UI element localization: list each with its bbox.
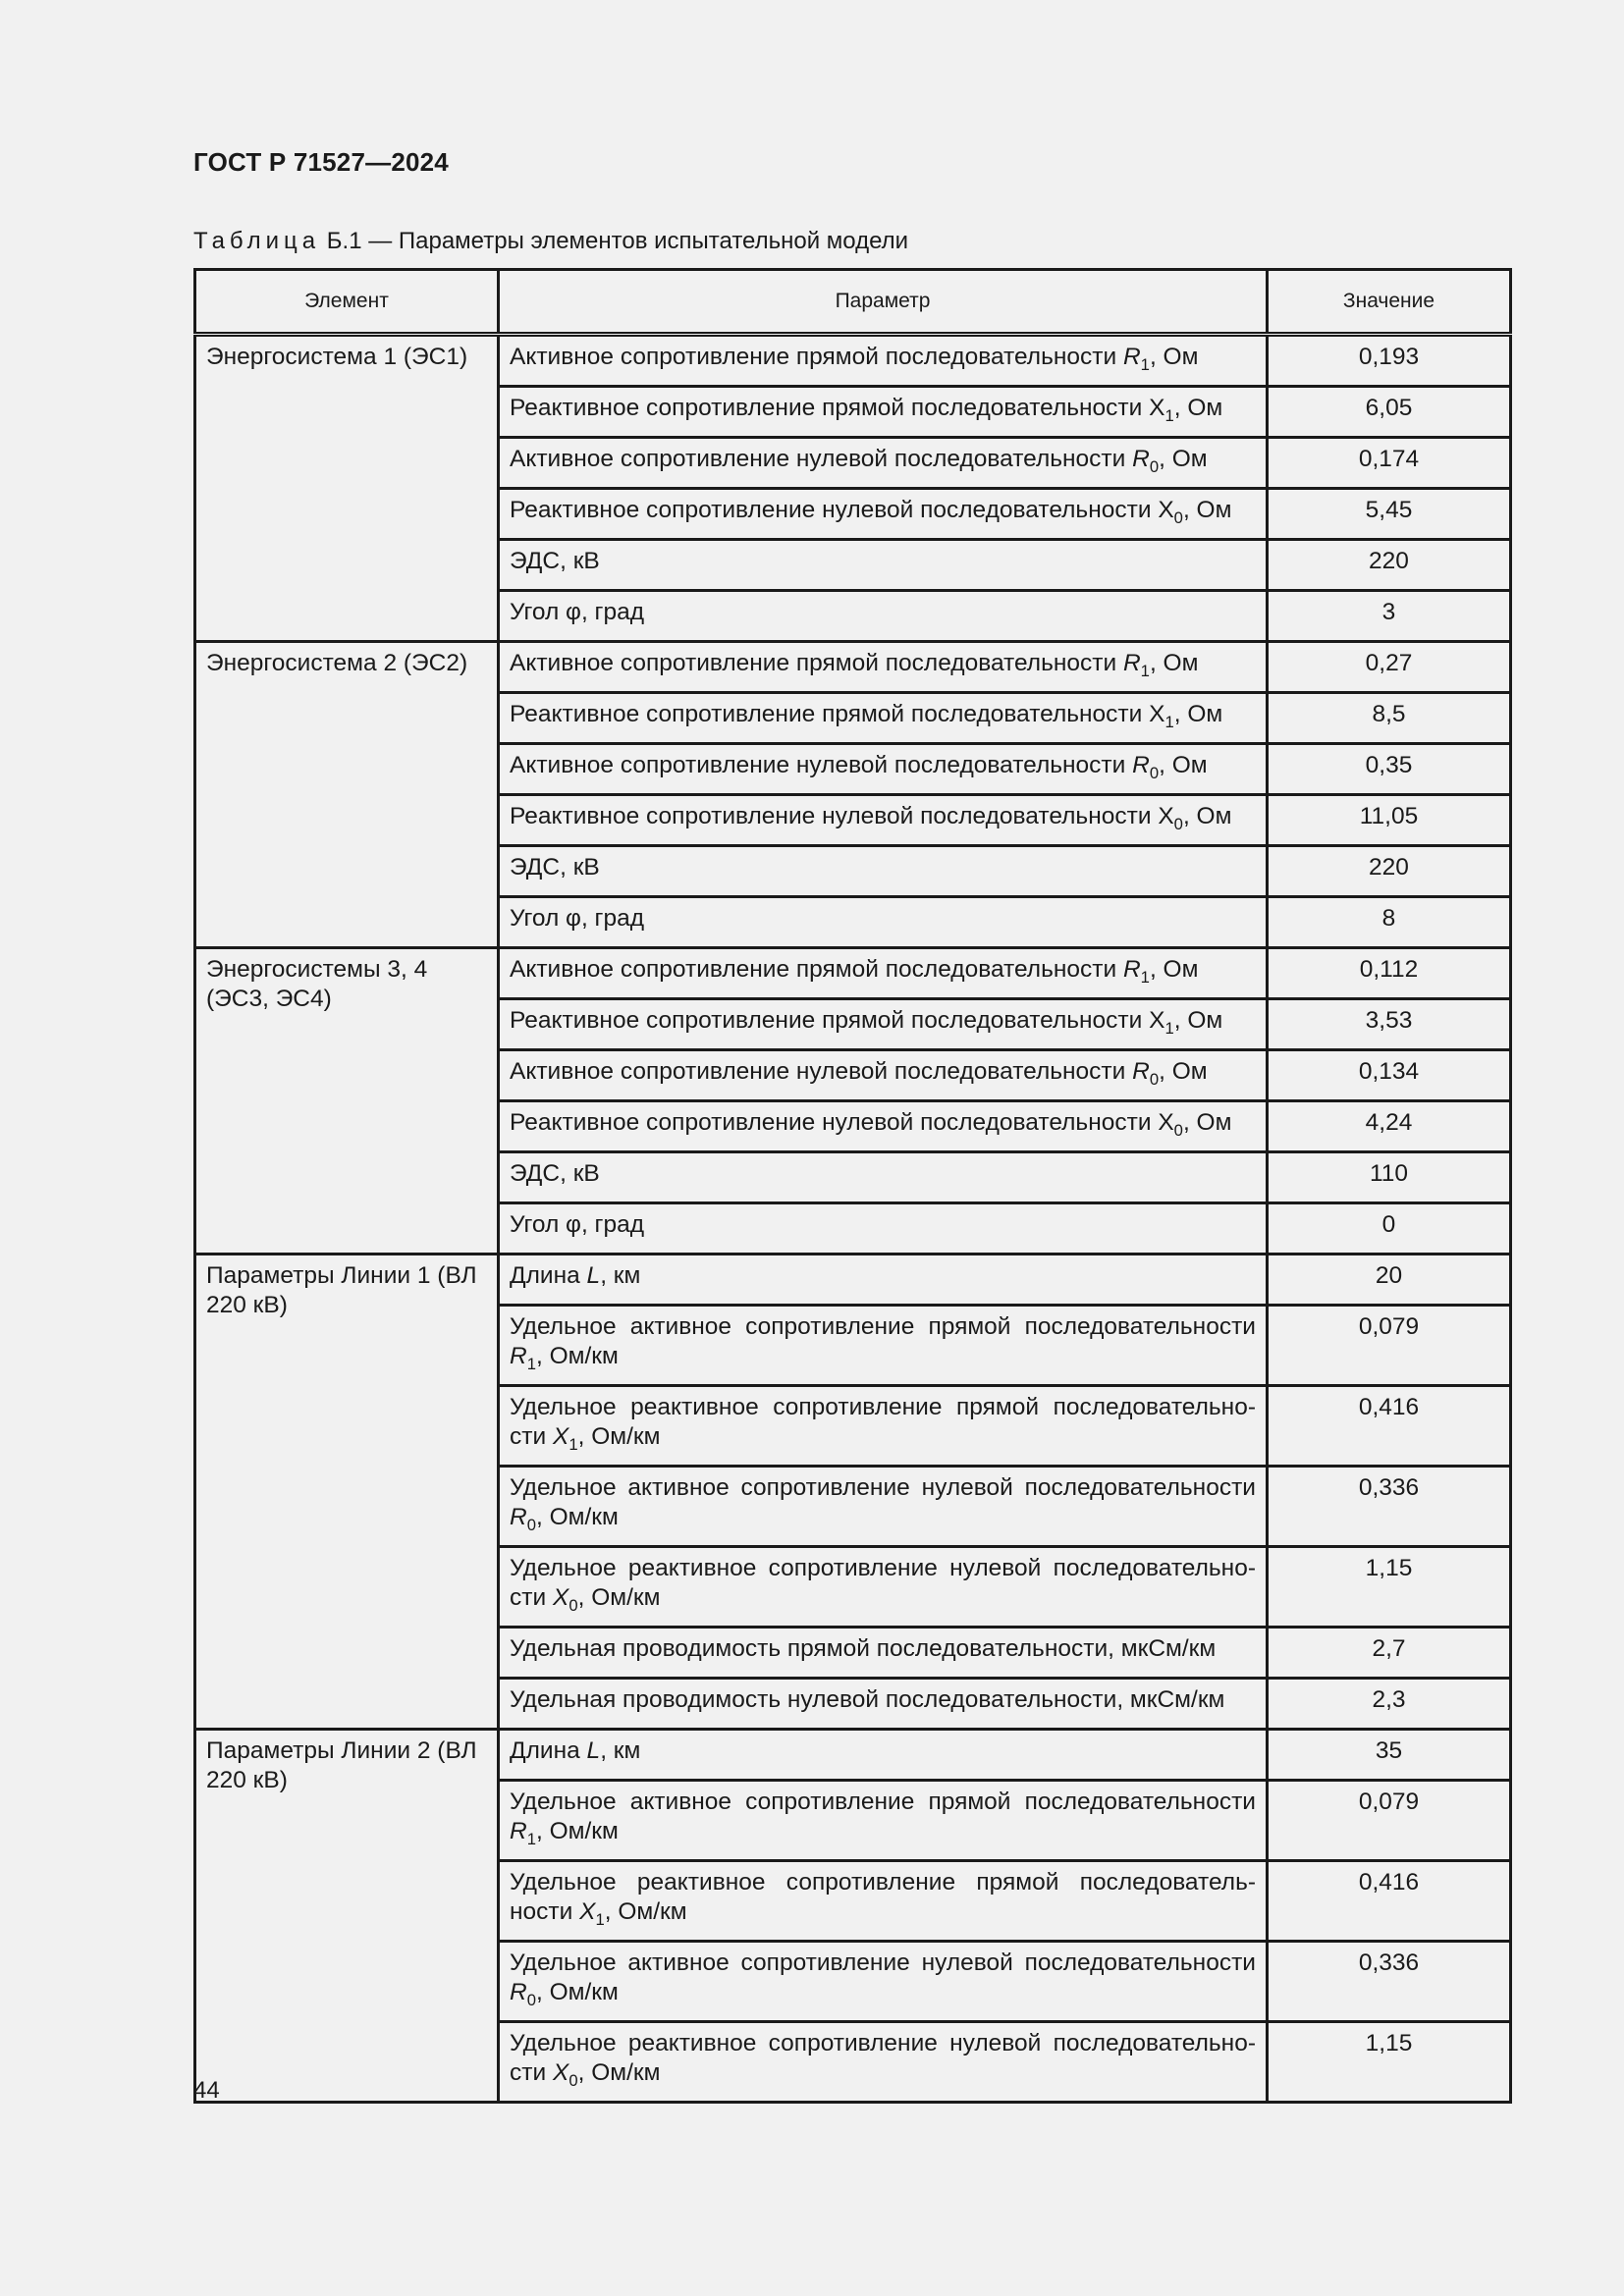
element-cell: Параметры Линии 2 (ВЛ 220 кВ) (195, 1730, 499, 2103)
table-body (195, 335, 1511, 2103)
parameter-cell: Удельное активное сопротивление нулевой последовательности $R_0$, Ом/км (499, 1467, 1268, 1547)
parameter-cell: Удельная проводимость прямой последовательности, мкСм/км (499, 1628, 1268, 1679)
value-cell: 1,15 (1268, 1547, 1511, 1628)
value-cell: 0,416 (1268, 1386, 1511, 1467)
parameter-cell: Активное сопротивление нулевой последовательности $R_0$, Ом (499, 744, 1268, 795)
value-cell: 110 (1268, 1152, 1511, 1203)
parameter-cell: Реактивное сопротивление нулевой последовательности $X_0$, Ом (499, 1101, 1268, 1152)
value-cell: 20 (1268, 1255, 1511, 1306)
parameter-cell: Удельное активное сопротивление прямой последовательности $R_1$, Ом/км (499, 1781, 1268, 1861)
element-cell: Энергосистема 2 (ЭС2) (195, 642, 499, 948)
table-caption-title: Б.1 — Параметры элементов испытательной модели (320, 228, 909, 254)
parameter-cell: Угол φ, град (499, 1203, 1268, 1255)
document-code: ГОСТ Р 71527—2024 (193, 147, 449, 177)
parameter-cell: Активное сопротивление прямой последовательности $R_1$, Ом (499, 335, 1268, 387)
table-row (195, 335, 1511, 387)
value-cell: 0,134 (1268, 1050, 1511, 1101)
parameter-cell: Угол φ, град (499, 897, 1268, 948)
element-cell: Параметры Линии 1 (ВЛ 220 кВ) (195, 1255, 499, 1730)
parameter-cell: Реактивное сопротивление нулевой последовательности $X_0$, Ом (499, 489, 1268, 540)
value-cell: 0 (1268, 1203, 1511, 1255)
page-number: 44 (193, 2077, 220, 2104)
value-cell: 0,079 (1268, 1306, 1511, 1386)
value-cell: 0,079 (1268, 1781, 1511, 1861)
parameter-cell: Реактивное сопротивление прямой последовательности $X_1$, Ом (499, 387, 1268, 438)
parameter-cell: Удельное реактивное сопротивление прямой последователь-ности $X_1$, Ом/км (499, 1861, 1268, 1942)
parameter-cell: Длина L, км (499, 1255, 1268, 1306)
value-cell: 11,05 (1268, 795, 1511, 846)
value-cell: 8,5 (1268, 693, 1511, 744)
value-cell: 8 (1268, 897, 1511, 948)
value-cell: 4,24 (1268, 1101, 1511, 1152)
parameters-table (193, 268, 1512, 2104)
parameter-cell: Реактивное сопротивление прямой последовательности $X_1$, Ом (499, 693, 1268, 744)
value-cell: 1,15 (1268, 2022, 1511, 2103)
parameter-cell: Удельное реактивное сопротивление прямой последовательно-сти $X_1$, Ом/км (499, 1386, 1268, 1467)
column-header-element: Элемент (195, 270, 499, 335)
table-row (195, 642, 1511, 693)
element-cell: Энергосистемы 3, 4 (ЭС3, ЭС4) (195, 948, 499, 1255)
value-cell: 0,112 (1268, 948, 1511, 999)
value-cell: 0,416 (1268, 1861, 1511, 1942)
table-caption-word: Таблица (193, 228, 321, 254)
table-header-row (195, 270, 1511, 335)
parameter-cell: Удельное активное сопротивление нулевой последовательности $R_0$, Ом/км (499, 1942, 1268, 2022)
value-cell: 0,336 (1268, 1467, 1511, 1547)
parameter-cell: Удельная проводимость нулевой последовательности, мкСм/км (499, 1679, 1268, 1730)
value-cell: 3,53 (1268, 999, 1511, 1050)
value-cell: 0,35 (1268, 744, 1511, 795)
parameter-cell: Активное сопротивление нулевой последовательности $R_0$, Ом (499, 438, 1268, 489)
parameter-cell: Активное сопротивление нулевой последовательности $R_0$, Ом (499, 1050, 1268, 1101)
value-cell: 220 (1268, 540, 1511, 591)
value-cell: 0,174 (1268, 438, 1511, 489)
parameter-cell: Активное сопротивление прямой последовательности $R_1$, Ом (499, 948, 1268, 999)
table-row (195, 948, 1511, 999)
value-cell: 2,7 (1268, 1628, 1511, 1679)
column-header-value: Значение (1268, 270, 1511, 335)
value-cell: 2,3 (1268, 1679, 1511, 1730)
value-cell: 0,193 (1268, 335, 1511, 387)
value-cell: 5,45 (1268, 489, 1511, 540)
value-cell: 0,336 (1268, 1942, 1511, 2022)
parameter-cell: Удельное реактивное сопротивление нулевой последовательно-сти $X_0$, Ом/км (499, 1547, 1268, 1628)
value-cell: 220 (1268, 846, 1511, 897)
parameter-cell: Длина L, км (499, 1730, 1268, 1781)
value-cell: 3 (1268, 591, 1511, 642)
column-header-parameter: Параметр (499, 270, 1268, 335)
parameter-cell: ЭДС, кВ (499, 540, 1268, 591)
parameter-cell: ЭДС, кВ (499, 1152, 1268, 1203)
value-cell: 6,05 (1268, 387, 1511, 438)
parameter-cell: Активное сопротивление прямой последовательности $R_1$, Ом (499, 642, 1268, 693)
parameter-cell: Удельное реактивное сопротивление нулевой последовательно-сти $X_0$, Ом/км (499, 2022, 1268, 2103)
value-cell: 0,27 (1268, 642, 1511, 693)
table-row (195, 1730, 1511, 1781)
parameter-cell: Реактивное сопротивление нулевой последовательности $X_0$, Ом (499, 795, 1268, 846)
parameter-cell: Удельное активное сопротивление прямой последовательности $R_1$, Ом/км (499, 1306, 1268, 1386)
value-cell: 35 (1268, 1730, 1511, 1781)
parameter-cell: Угол φ, град (499, 591, 1268, 642)
parameter-cell: ЭДС, кВ (499, 846, 1268, 897)
table-caption (193, 228, 908, 255)
table-row (195, 1255, 1511, 1306)
element-cell: Энергосистема 1 (ЭС1) (195, 335, 499, 642)
parameter-cell: Реактивное сопротивление прямой последовательности $X_1$, Ом (499, 999, 1268, 1050)
